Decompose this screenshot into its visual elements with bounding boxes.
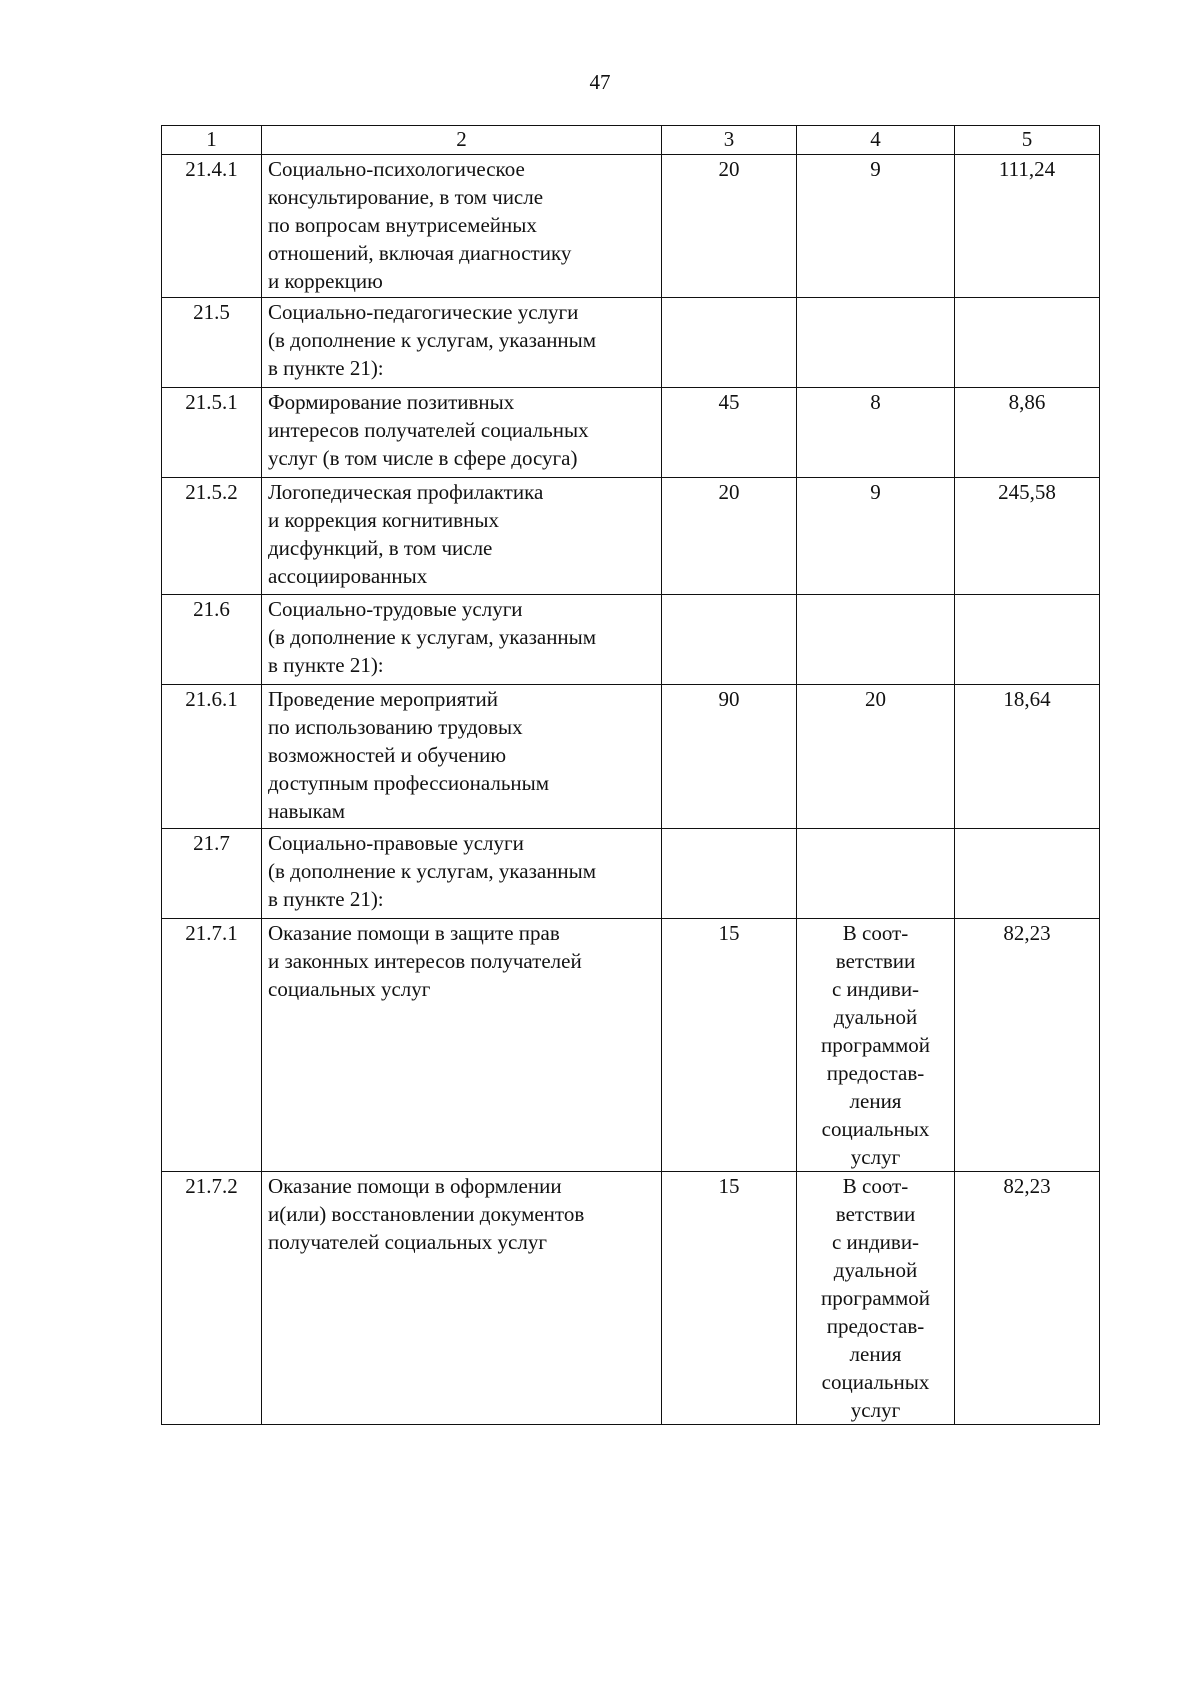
- column-3-cell: 20: [662, 155, 797, 298]
- column-3-cell: [662, 595, 797, 685]
- service-name-line: отношений, включая диагностику: [268, 241, 572, 265]
- service-name-line: Социально-правовые услуги: [268, 831, 524, 855]
- header-cell-3: 3: [662, 126, 797, 155]
- header-cell-4: 4: [797, 126, 955, 155]
- column-4-cell: [797, 829, 955, 919]
- column-3-cell: 90: [662, 685, 797, 829]
- service-name-line: возможностей и обучению: [268, 743, 507, 767]
- service-name-line: (в дополнение к услугам, указанным: [268, 859, 597, 883]
- service-name-line: и(или) восстановлении документов: [268, 1202, 585, 1226]
- row-number-cell: 21.6.1: [162, 685, 262, 829]
- service-name-line: ассоциированных: [268, 564, 428, 588]
- service-name-line: получателей социальных услуг: [268, 1230, 547, 1254]
- column-4-cell: [797, 478, 955, 595]
- service-name-line: по использованию трудовых: [268, 715, 523, 739]
- service-name-cell: [262, 478, 662, 595]
- column-4-line: предостав-: [826, 1314, 925, 1338]
- column-4-line: В соот-: [842, 1174, 909, 1198]
- service-name-line: дисфункций, в том числе: [268, 536, 493, 560]
- services-table: [161, 125, 1100, 1425]
- column-4-line: 9: [870, 157, 881, 181]
- service-name-line: (в дополнение к услугам, указанным: [268, 625, 597, 649]
- column-4-cell: [797, 595, 955, 685]
- column-5-cell: 8,86: [955, 388, 1100, 478]
- service-name-line: по вопросам внутрисемейных: [268, 213, 537, 237]
- column-5-cell: 82,23: [955, 919, 1100, 1172]
- service-name-line: консультирование, в том числе: [268, 185, 544, 209]
- column-4-cell: [797, 919, 955, 1172]
- row-number-cell: 21.6: [162, 595, 262, 685]
- header-cell-1: 1: [162, 126, 262, 155]
- column-4-line: предостав-: [826, 1061, 925, 1085]
- column-3-cell: [662, 829, 797, 919]
- column-4-line: социальных: [821, 1370, 930, 1394]
- row-number-cell: 21.5.1: [162, 388, 262, 478]
- service-name-cell: [262, 1172, 662, 1425]
- service-name-line: и коррекцию: [268, 269, 383, 293]
- service-name-line: социальных услуг: [268, 977, 431, 1001]
- column-4-cell: [797, 1172, 955, 1425]
- table-header-row: [162, 126, 1100, 155]
- column-4-line: программой: [821, 1286, 930, 1310]
- table-row: [162, 595, 1100, 685]
- service-name-cell: [262, 155, 662, 298]
- column-4-line: программой: [821, 1033, 930, 1057]
- table-row: [162, 298, 1100, 388]
- service-name-cell: [262, 685, 662, 829]
- header-cell-2: 2: [262, 126, 662, 155]
- service-name-line: и коррекция когнитивных: [268, 508, 499, 532]
- column-4-cell: [797, 298, 955, 388]
- service-name-line: в пункте 21):: [268, 356, 384, 380]
- service-name-line: и законных интересов получателей: [268, 949, 582, 973]
- column-5-cell: [955, 829, 1100, 919]
- page-number: 47: [589, 70, 611, 94]
- column-4-line: дуальной: [833, 1005, 918, 1029]
- row-number-cell: 21.5.2: [162, 478, 262, 595]
- service-name-line: в пункте 21):: [268, 653, 384, 677]
- table-row: [162, 685, 1100, 829]
- column-4-line: В соот-: [842, 921, 909, 945]
- table-row: [162, 1172, 1100, 1425]
- table-row: [162, 155, 1100, 298]
- row-number-cell: 21.4.1: [162, 155, 262, 298]
- column-4-cell: [797, 155, 955, 298]
- column-3-cell: 15: [662, 919, 797, 1172]
- service-name-line: (в дополнение к услугам, указанным: [268, 328, 597, 352]
- column-3-cell: 20: [662, 478, 797, 595]
- column-5-cell: 82,23: [955, 1172, 1100, 1425]
- column-4-line: с индиви-: [831, 977, 920, 1001]
- service-name-line: в пункте 21):: [268, 887, 384, 911]
- column-4-line: услуг: [850, 1145, 901, 1169]
- column-4-line: 9: [870, 480, 881, 504]
- service-name-line: Социально-педагогические услуги: [268, 300, 579, 324]
- row-number-cell: 21.7.2: [162, 1172, 262, 1425]
- table-row: [162, 919, 1100, 1172]
- column-4-line: 8: [870, 390, 881, 414]
- column-4-line: 20: [865, 687, 886, 711]
- service-name-line: Формирование позитивных: [268, 390, 515, 414]
- table-row: [162, 829, 1100, 919]
- column-4-line: ветствии: [835, 1202, 916, 1226]
- service-name-line: Проведение мероприятий: [268, 687, 498, 711]
- service-name-line: навыкам: [268, 799, 346, 823]
- service-name-line: Социально-трудовые услуги: [268, 597, 523, 621]
- column-5-cell: 245,58: [955, 478, 1100, 595]
- service-name-cell: [262, 298, 662, 388]
- column-4-line: дуальной: [833, 1258, 918, 1282]
- service-name-line: Социально-психологическое: [268, 157, 525, 181]
- header-cell-5: 5: [955, 126, 1100, 155]
- column-5-cell: [955, 595, 1100, 685]
- column-4-line: социальных: [821, 1117, 930, 1141]
- column-4-line: ления: [849, 1342, 902, 1366]
- table-row: [162, 388, 1100, 478]
- column-4-line: услуг: [850, 1398, 901, 1422]
- column-3-cell: [662, 298, 797, 388]
- service-name-line: Логопедическая профилактика: [268, 480, 544, 504]
- service-name-cell: [262, 919, 662, 1172]
- service-name-cell: [262, 829, 662, 919]
- column-4-cell: [797, 685, 955, 829]
- service-name-line: услуг (в том числе в сфере досуга): [268, 446, 578, 470]
- column-5-cell: [955, 298, 1100, 388]
- service-name-cell: [262, 388, 662, 478]
- column-4-line: с индиви-: [831, 1230, 920, 1254]
- column-4-line: ления: [849, 1089, 902, 1113]
- column-5-cell: 111,24: [955, 155, 1100, 298]
- service-name-line: Оказание помощи в оформлении: [268, 1174, 562, 1198]
- service-name-line: интересов получателей социальных: [268, 418, 589, 442]
- column-3-cell: 45: [662, 388, 797, 478]
- row-number-cell: 21.7: [162, 829, 262, 919]
- service-name-line: Оказание помощи в защите прав: [268, 921, 560, 945]
- service-name-line: доступным профессиональным: [268, 771, 550, 795]
- table-row: [162, 478, 1100, 595]
- column-4-cell: [797, 388, 955, 478]
- service-name-cell: [262, 595, 662, 685]
- column-3-cell: 15: [662, 1172, 797, 1425]
- column-4-line: ветствии: [835, 949, 916, 973]
- row-number-cell: 21.7.1: [162, 919, 262, 1172]
- row-number-cell: 21.5: [162, 298, 262, 388]
- column-5-cell: 18,64: [955, 685, 1100, 829]
